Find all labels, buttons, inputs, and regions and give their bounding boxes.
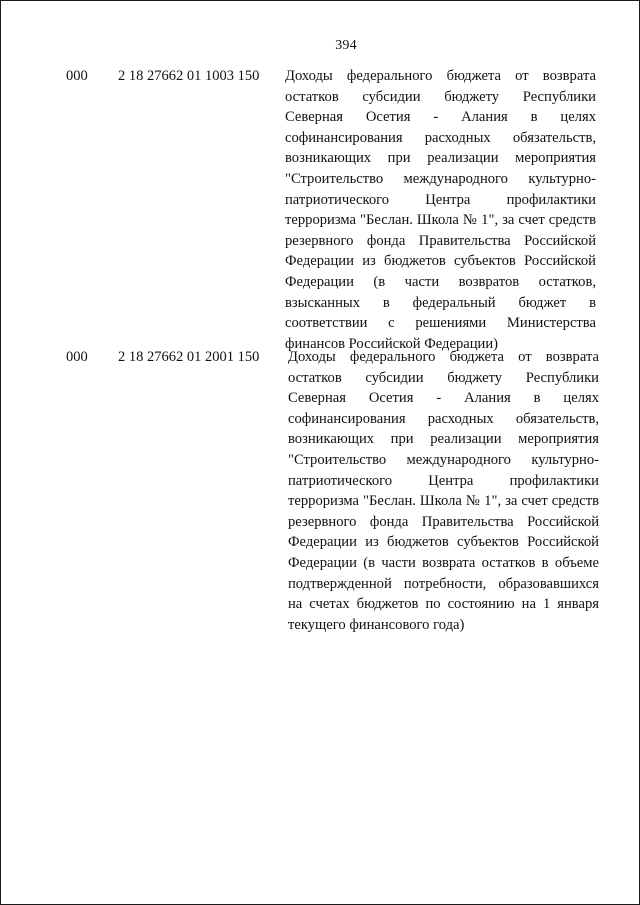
page-number: 394 xyxy=(335,38,357,53)
admin-code: 000 xyxy=(66,349,88,365)
income-description: Доходы федерального бюджета от возврата остатков субсидии бюджету Республики Северная Осетия - Алания в целях софинансирования расходных обязательств, возникающих при реализации мероприятия "Строительство международного культурно-патриотического Центра профилактики терроризма "Беслан. Школа № 1", за счет средств резервного фонда Правительства Российской Федерации из бюджетов субъектов Российской Федерации (в части возвратов остатков, взысканных в федеральный бюджет в соответствии с решениями Министерства финансов Российской Федерации) xyxy=(285,68,596,352)
kbk-code: 2 18 27662 01 1003 150 xyxy=(118,68,260,84)
admin-code: 000 xyxy=(66,68,88,84)
kbk-code: 2 18 27662 01 2001 150 xyxy=(118,349,260,365)
income-description: Доходы федерального бюджета от возврата остатков субсидии бюджету Республики Северная Осетия - Алания в целях софинансирования расходных обязательств, возникающих при реализации мероприятия "Строительство международного культурно-патриотического Центра профилактики терроризма "Беслан. Школа № 1", за счет средств резервного фонда Правительства Российской Федерации из бюджетов субъектов Российской Федерации (в части возврата остатков в объеме подтвержденной потребности, образовавшихся на счетах бюджетов по состоянию на 1 января текущего финансового года) xyxy=(288,349,599,633)
